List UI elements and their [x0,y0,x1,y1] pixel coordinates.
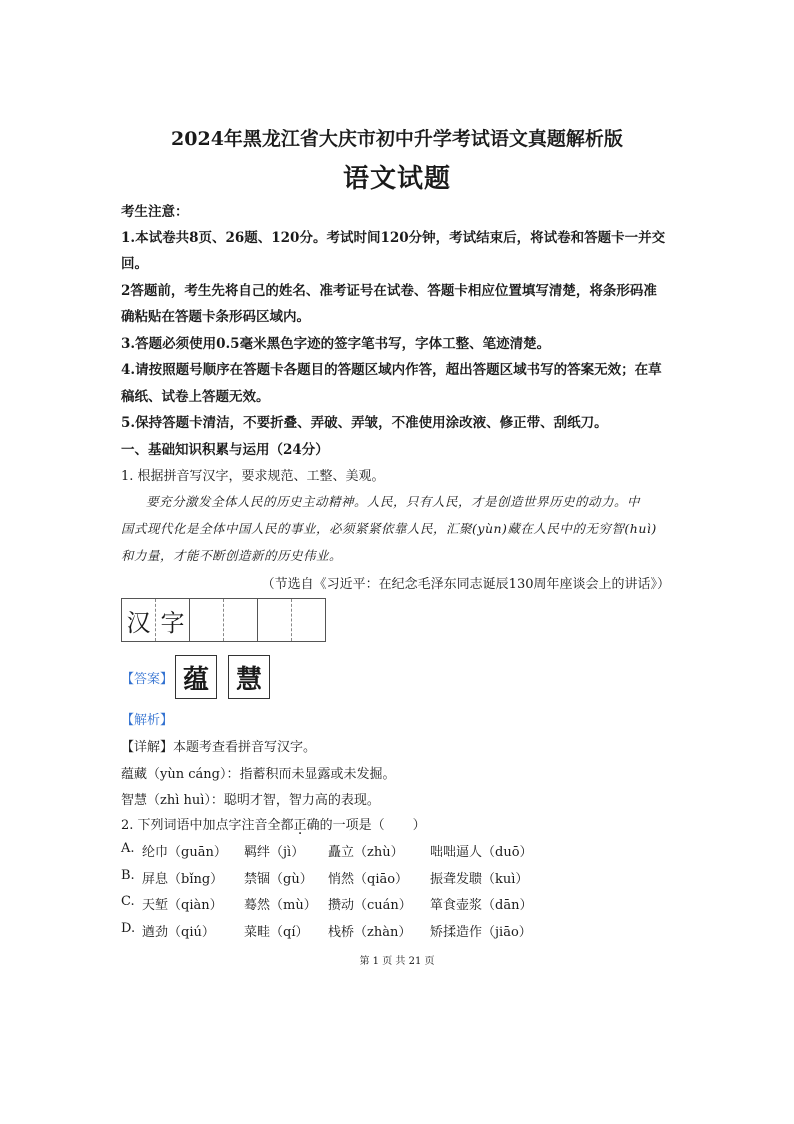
option-item: 蓦然（mù） [244,898,317,913]
option-item: 矗立（zhù） [328,845,404,860]
option-letter: D. [121,921,136,936]
grid-cell: 汉 [122,599,156,641]
option-item: 栈桥（zhàn） [328,925,412,940]
option-letter: B. [121,868,135,883]
grid-cell [224,599,258,641]
notice-line: 确粘贴在答题卡条形码区域内。 [121,309,310,325]
notice-line: 3.答题必须使用0.5毫米黑色字迹的签字笔书写，字体工整、笔迹清楚。 [121,336,551,352]
notice-line: 5.保持答题卡清洁，不要折叠、弄破、弄皱，不准使用涂改液、修正带、刮纸刀。 [121,415,608,431]
option-item: 禁锢（gù） [244,872,313,887]
explain-line: 智慧（zhì huì）：聪明才智，智力高的表现。 [121,793,380,808]
grid-cell [258,599,292,641]
notice-heading: 考生注意： [121,204,189,220]
question-2-prompt [121,814,426,833]
option-item: 遒劲（qiú） [142,925,215,940]
passage-line: 国式现代化是全体中国人民的事业，必须紧紧依靠人民，汇聚(yùn)藏在人民中的无穷智(huì) [121,521,657,536]
option-item: 攒动（cuán） [328,898,412,913]
option-item: 天堑（qiàn） [142,898,223,913]
prompt-text: 确的一项是（ [306,818,385,833]
option-item: 纶巾（guān） [142,845,227,860]
explain-line: 蕴藏（yùn cáng）：指蓄积而未显露或未发掘。 [121,767,396,782]
answer-char-box: 慧 [228,655,270,699]
prompt-text: ） [412,818,426,833]
option-item: 矫揉造作（jiāo） [430,925,532,940]
page-footer: 第 1 页 共 21 页 [359,956,435,967]
passage-line: 要充分激发全体人民的历史主动精神。人民，只有人民，才是创造世界历史的动力。中 [146,494,641,509]
question-1-prompt: 1. 根据拼音写汉字，要求规范、工整、美观。 [121,469,385,484]
answer-char-box: 蕴 [175,655,217,699]
option-letter: C. [121,894,135,909]
notice-line: 4.请按照题号顺序在答题卡各题目的答题区域内作答，超出答题区域书写的答案无效；在草 [121,362,662,378]
notice-line: 2答题前，考生先将自己的姓名、准考证号在试卷、答题卡相应位置填写清楚，将条形码准 [121,283,657,299]
analysis-label: 【解析】 [121,713,174,728]
option-item: 菜畦（qí） [244,925,309,940]
answer-label: 【答案】 [121,672,174,687]
option-item: 悄然（qiāo） [328,872,409,887]
prompt-text: 2. 下列词语中加点字注音全都 [121,818,294,833]
option-item: 振聋发聩（kuì） [430,872,529,887]
grid-cell [292,599,325,641]
detail-line: 【详解】本题考查看拼音写汉字。 [121,740,317,755]
notice-line: 回。 [121,256,148,272]
writing-grid [121,598,326,642]
section-heading: 一、基础知识积累与运用（24分） [121,442,329,458]
passage-line: 和力量，才能不断创造新的历史伟业。 [121,548,343,563]
option-item: 咄咄逼人（duō） [430,845,533,860]
option-item: 羁绊（jì） [244,845,305,860]
passage-source: （节选自《习近平：在纪念毛泽东同志诞辰130周年座谈会上的讲话》） [261,577,670,592]
document-subtitle: 语文试题 [342,164,451,194]
option-item: 屏息（bǐng） [142,872,224,887]
dotted-char: 正 [293,818,307,833]
grid-cell: 字 [156,599,190,641]
document-title: 2024年黑龙江省大庆市初中升学考试语文真题解析版 [171,128,623,150]
option-item: 箪食壶浆（dān） [430,898,533,913]
notice-line: 1.本试卷共8页、26题、120分。考试时间120分钟，考试结束后，将试卷和答题卡一并交 [121,230,666,246]
grid-cell [190,599,224,641]
notice-line: 稿纸、试卷上答题无效。 [121,389,270,405]
option-letter: A. [121,841,135,856]
